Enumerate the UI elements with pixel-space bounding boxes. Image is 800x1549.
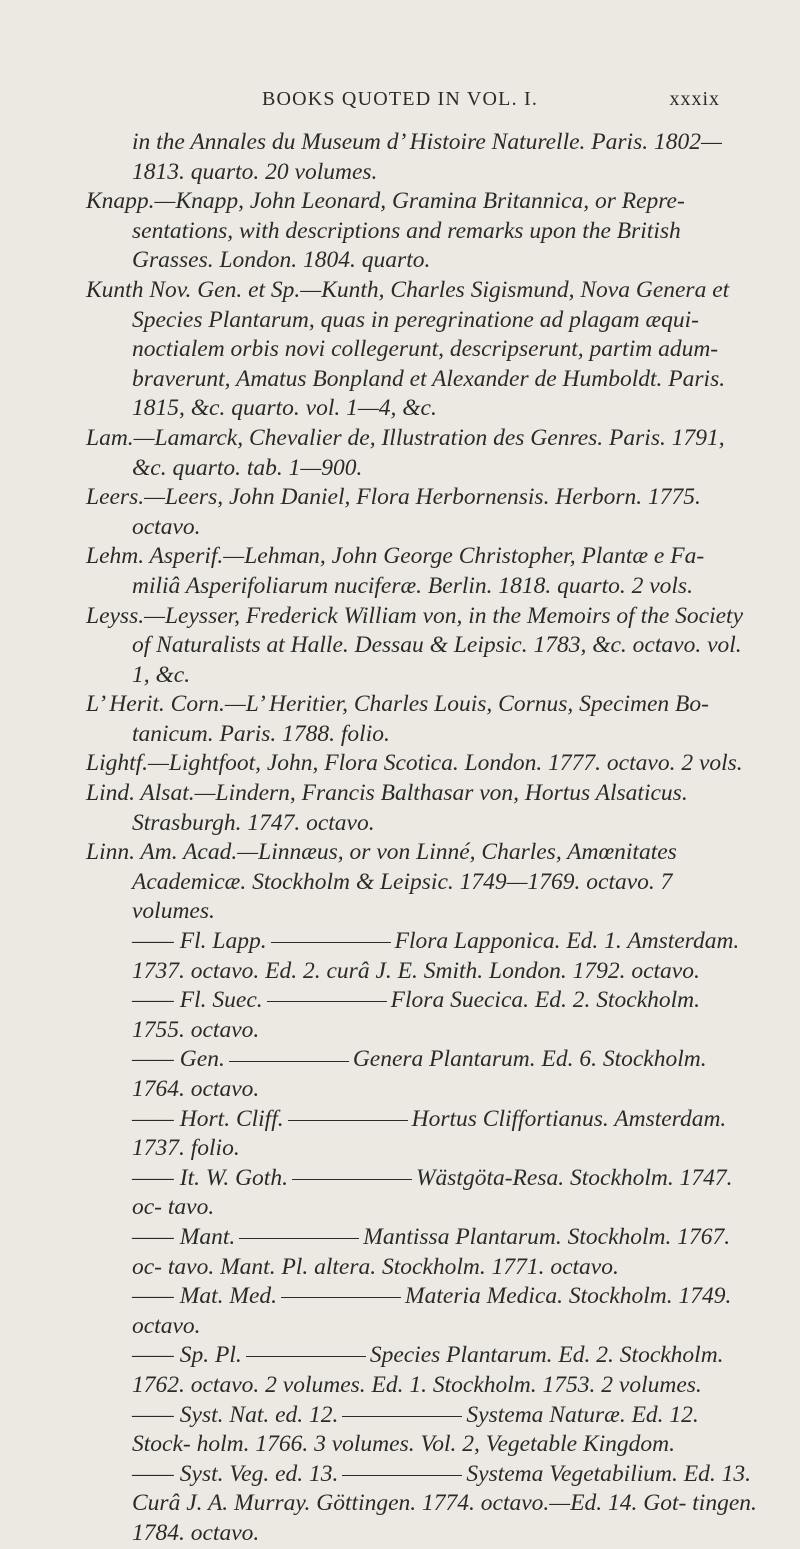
bibliography-entry [86, 1105, 758, 1164]
bibliography-entry [86, 749, 758, 779]
bibliography-list [86, 128, 758, 1549]
bibliography-entry [86, 690, 758, 749]
rule-line [288, 1120, 408, 1121]
bibliography-entry [86, 187, 758, 276]
entry-text: Wästgöta-Resa. Stockholm. 1747. oc- tavo. [132, 1164, 733, 1221]
entry-abbreviation: Mant. [179, 1223, 236, 1250]
rule-line [239, 1238, 359, 1239]
entry-abbreviation: It. W. Goth. [179, 1164, 288, 1191]
rule-line [281, 1297, 401, 1298]
bibliography-entry [86, 1282, 758, 1341]
entry-text: Flora Suecica. Ed. 2. Stockholm. 1755. octavo. [132, 987, 701, 1043]
bibliography-entry [86, 1460, 758, 1549]
entry-abbreviation: Mat. Med. [179, 1283, 278, 1310]
ditto-dash: —— [132, 987, 174, 1014]
bibliography-entry [86, 1164, 758, 1223]
entry-text: Systema Vegetabilium. Ed. 13. Curâ J. A. Murray. Göttingen. 1774. octavo.—Ed. 14. Got- tingen. 1784. octavo. [132, 1460, 757, 1546]
entry-abbreviation: Syst. Veg. ed. 13. [179, 1460, 339, 1487]
entry-text: Leyss.—Leysser, Frederick William von, in the Memoirs of the Society of Naturalists at Halle. Dessau & Leipsic. 1783, &c. octavo. vol. 1, &c. [86, 602, 744, 688]
ditto-dash: —— [132, 1223, 174, 1250]
bibliography-entry [86, 1223, 758, 1282]
entry-text: Lam.—Lamarck, Chevalier de, Illustration des Genres. Paris. 1791, &c. quarto. tab. 1—900. [86, 424, 725, 481]
bibliography-entry [86, 838, 758, 927]
entry-text: in the Annales du Museum d’ Histoire Naturelle. Paris. 1802— 1813. quarto. 20 volumes. [132, 129, 722, 185]
bibliography-entry [86, 986, 758, 1045]
bibliography-entry [86, 927, 758, 986]
entry-text: Leers.—Leers, John Daniel, Flora Herbornensis. Herborn. 1775. octavo. [86, 484, 701, 540]
running-head-title: BOOKS QUOTED IN VOL. I. [261, 88, 539, 110]
entry-abbreviation: Syst. Nat. ed. 12. [179, 1401, 339, 1428]
rule-line [342, 1475, 462, 1476]
bibliography-entry [86, 779, 758, 838]
ditto-dash: —— [132, 1342, 174, 1369]
bibliography-entry [86, 128, 758, 187]
rule-line [342, 1416, 462, 1417]
rule-line [292, 1179, 412, 1180]
entry-text: Kunth Nov. Gen. et Sp.—Kunth, Charles Sigismund, Nova Genera et Species Plantarum, quas in peregrinatione ad plagam æqui- noctialem orbis novi collegerunt, descripserunt, partim adum- braverunt, Amatus Bonpland et Alexander de Humboldt. Paris. 1815, &c. quarto. vol. 1—4, &c. [86, 276, 730, 422]
entry-text: Linn. Am. Acad.—Linnæus, or von Linné, Charles, Amœnitates Academicæ. Stockholm & Leipsic. 1749—1769. octavo. 7 volumes. [86, 839, 677, 925]
ditto-dash: —— [132, 1105, 174, 1132]
entry-text: Lightf.—Lightfoot, John, Flora Scotica. London. 1777. octavo. 2 vols. [86, 750, 743, 777]
ditto-dash: —— [132, 1283, 174, 1310]
entry-abbreviation: Hort. Cliff. [179, 1105, 284, 1132]
bibliography-entry [86, 1341, 758, 1400]
entry-abbreviation: Gen. [179, 1046, 225, 1073]
entry-text: Materia Medica. Stockholm. 1749. octavo. [132, 1283, 732, 1339]
ditto-dash: —— [132, 928, 174, 955]
rule-line [246, 1356, 366, 1357]
bibliography-entry [86, 424, 758, 483]
running-head [0, 88, 800, 112]
entry-text: Lehm. Asperif.—Lehman, John George Christopher, Plantæ e Fa- miliâ Asperifoliarum nuciferæ. Berlin. 1818. quarto. 2 vols. [86, 543, 705, 599]
entry-text: Species Plantarum. Ed. 2. Stockholm. 1762. octavo. 2 volumes. Ed. 1. Stockholm. 1753. 2 volumes. [132, 1342, 724, 1398]
entry-text: Mantissa Plantarum. Stockholm. 1767. oc- tavo. Mant. Pl. altera. Stockholm. 1771. octavo. [132, 1223, 731, 1280]
bibliography-entry [86, 602, 758, 691]
ditto-dash: —— [132, 1046, 174, 1073]
bibliography-entry [86, 542, 758, 601]
entry-abbreviation: Sp. Pl. [179, 1342, 242, 1369]
ditto-dash: —— [132, 1401, 174, 1428]
ditto-dash: —— [132, 1164, 174, 1191]
bibliography-entry [86, 276, 758, 424]
entry-text: Lind. Alsat.—Lindern, Francis Balthasar von, Hortus Alsaticus. Strasburgh. 1747. octavo. [86, 780, 688, 836]
bibliography-entry [86, 1401, 758, 1460]
page-number: xxxix [669, 88, 720, 110]
bibliography-entry [86, 1045, 758, 1104]
entry-abbreviation: Fl. Lapp. [179, 928, 267, 955]
bibliography-entry [86, 483, 758, 542]
entry-text: Flora Lapponica. Ed. 1. Amsterdam. 1737. octavo. Ed. 2. curâ J. E. Smith. London. 1792. octavo. [132, 928, 740, 984]
rule-line [271, 942, 391, 943]
entry-text: L’ Herit. Corn.—L’ Heritier, Charles Louis, Cornus, Specimen Bo- tanicum. Paris. 1788. folio. [86, 691, 709, 747]
rule-line [267, 1001, 387, 1002]
entry-text: Knapp.—Knapp, John Leonard, Gramina Britannica, or Repre- sentations, with descriptions and remarks upon the British Grasses. London. 1804. quarto. [86, 188, 685, 274]
entry-text: Systema Naturæ. Ed. 12. Stock- holm. 1766. 3 volumes. Vol. 2, Vegetable Kingdom. [132, 1401, 699, 1458]
entry-abbreviation: Fl. Suec. [179, 987, 263, 1014]
entry-text: Genera Plantarum. Ed. 6. Stockholm. 1764. octavo. [132, 1046, 707, 1102]
entry-text: Hortus Cliffortianus. Amsterdam. 1737. folio. [132, 1105, 727, 1162]
ditto-dash: —— [132, 1460, 174, 1487]
rule-line [229, 1061, 349, 1062]
